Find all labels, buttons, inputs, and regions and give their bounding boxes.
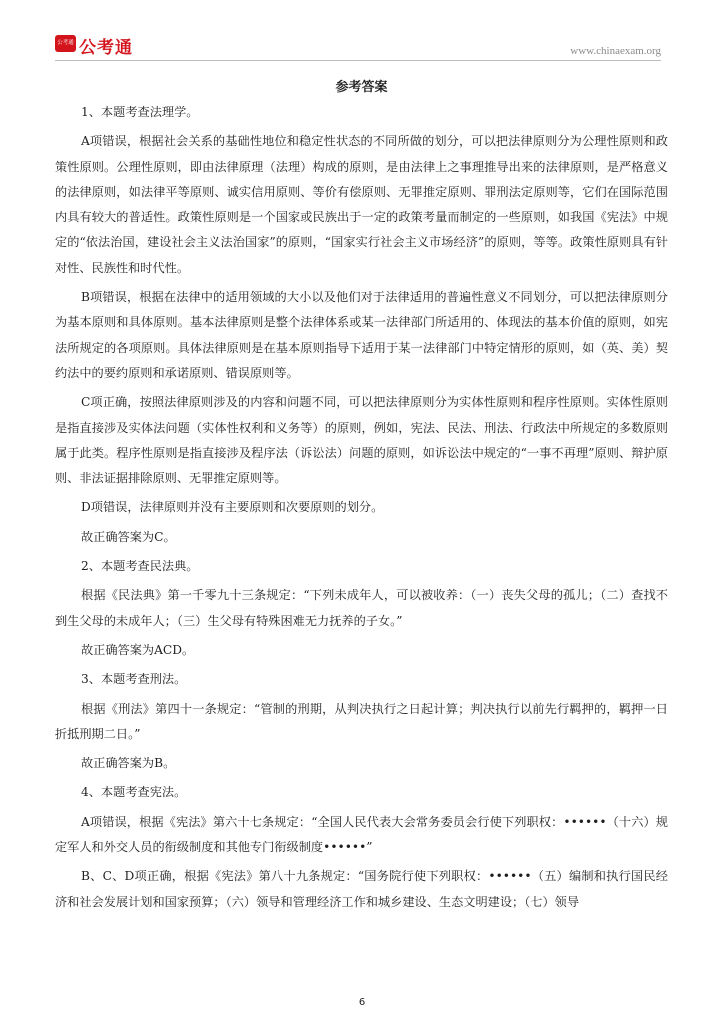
answer-paragraph: A项错误，根据《宪法》第六十七条规定：“全国人民代表大会常务委员会行使下列职权：••••••（十六）规定军人和外交人员的衔级制度和其他专门衔级制度••••••” bbox=[55, 814, 668, 855]
document-body bbox=[55, 78, 668, 915]
logo-text: 公考通 bbox=[79, 38, 133, 58]
page-header bbox=[0, 0, 724, 62]
answer-paragraph: C项正确，按照法律原则涉及的内容和问题不同，可以把法律原则分为实体性原则和程序性原则。实体性原则是指直接涉及实体法问题（实体性权利和义务等）的原则，例如，宪法、民法、刑法、行政法中所规定的多数原则属于此类。程序性原则是指直接涉及程序法（诉讼法）问题的原则，如诉讼法中规定的“一事不再理”原则、辩护原则、非法证据排除原则、无罪推定原则等。 bbox=[55, 395, 668, 486]
site-url[interactable]: www.chinaexam.org bbox=[570, 45, 661, 57]
answer-paragraph: B项错误，根据在法律中的适用领域的大小以及他们对于法律适用的普遍性意义不同划分，可以把法律原则分为基本原则和具体原则。基本法律原则是整个法律体系或某一法律部门所适用的、体现法的基本价值的原则，如宪法所规定的各项原则。具体法律原则是在基本原则指导下适用于某一法律部门中特定情形的原则，如（英、美）契约法中的要约原则和承诺原则、错误原则等。 bbox=[55, 290, 668, 380]
page-title: 参考答案 bbox=[335, 80, 388, 95]
answer-conclusion: 故正确答案为B。 bbox=[81, 756, 176, 771]
question-heading: 2、本题考查民法典。 bbox=[81, 559, 199, 574]
logo-badge: 公考通 bbox=[55, 35, 76, 52]
answer-paragraph: 根据《刑法》第四十一条规定：“管制的刑期，从判决执行之日起计算；判决执行以前先行羁押的，羁押一日折抵刑期二日。” bbox=[55, 701, 668, 741]
answer-paragraph: D项错误，法律原则并没有主要原则和次要原则的划分。 bbox=[81, 500, 384, 515]
answer-paragraph: B、C、D项正确，根据《宪法》第八十九条规定：“国务院行使下列职权：••••••（五）编制和执行国民经济和社会发展计划和国家预算；（六）领导和管理经济工作和城乡建设、生态文明建设；（七）领导 bbox=[55, 869, 668, 909]
page-number: 6 bbox=[358, 997, 366, 1008]
answer-paragraph: A项错误，根据社会关系的基础性地位和稳定性状态的不同所做的划分，可以把法律原则分为公理性原则和政策性原则。公理性原则，即由法律原理（法理）构成的原则，是由法律上之事理推导出来的法律原则，是严格意义的法律原则，如法律平等原则、诚实信用原则、等价有偿原则、无罪推定原则、罪刑法定原则等，它们在国际范围内具有较大的普适性。政策性原则是一个国家或民族出于一定的政策考量而制定的一些原则，如我国《宪法》中规定的“依法治国，建设社会主义法治国家”的原则，“国家实行社会主义市场经济”的原则，等等。政策性原则具有针对性、民族性和时代性。 bbox=[55, 134, 668, 275]
question-heading: 4、本题考查宪法。 bbox=[81, 785, 187, 800]
header-divider bbox=[55, 60, 661, 61]
answer-conclusion: 故正确答案为ACD。 bbox=[81, 642, 195, 657]
answer-paragraph: 根据《民法典》第一千零九十三条规定：“下列未成年人，可以被收养：（一）丧失父母的孤儿；（二）查找不到生父母的未成年人；（三）生父母有特殊困难无力抚养的子女。” bbox=[55, 588, 668, 628]
question-heading: 1、本题考查法理学。 bbox=[81, 105, 199, 119]
question-heading: 3、本题考查刑法。 bbox=[81, 672, 187, 687]
answer-conclusion: 故正确答案为C。 bbox=[81, 529, 176, 544]
